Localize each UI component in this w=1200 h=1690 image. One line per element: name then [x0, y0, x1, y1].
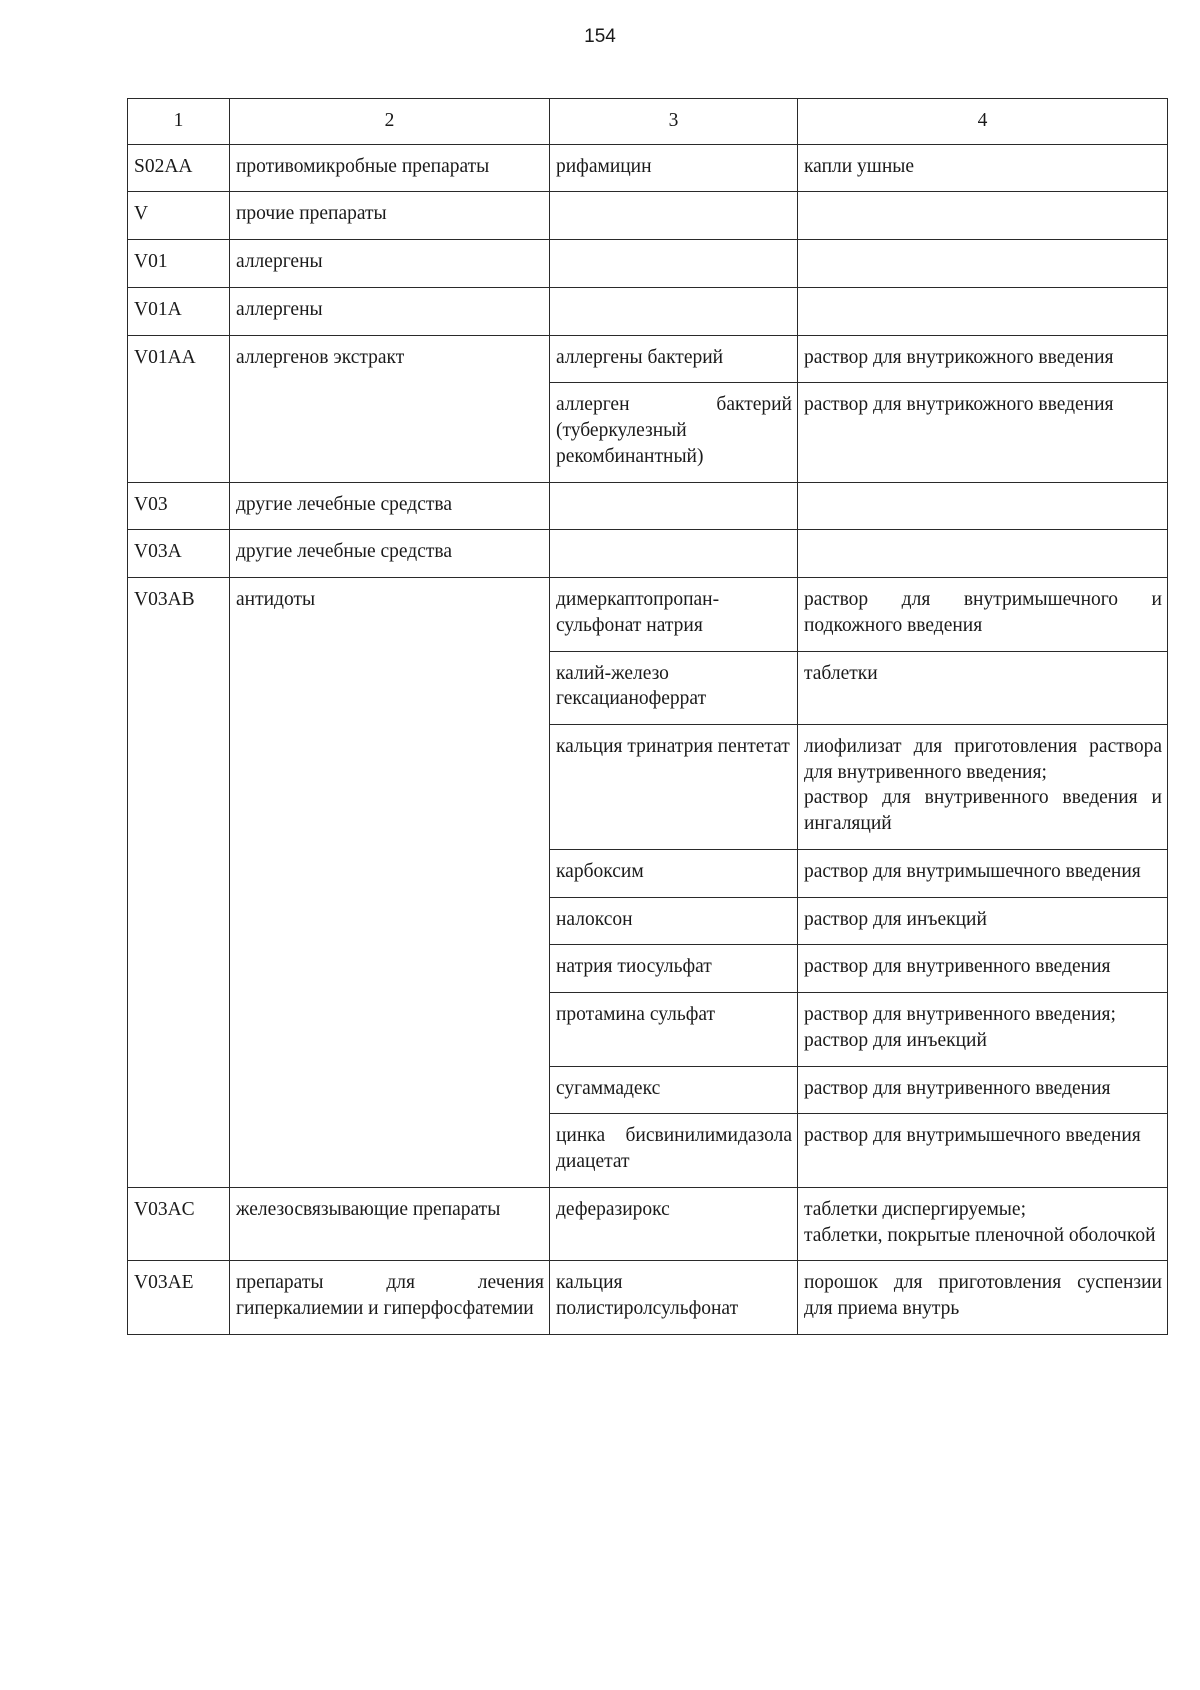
atc-code-cell: V03 [128, 482, 230, 530]
table-row [128, 482, 1168, 530]
table-header-row [128, 99, 1168, 145]
dosage-form-cell [798, 1261, 1168, 1334]
drug-name-cell: натрия тиосульфат [550, 945, 798, 993]
drug-name-cell [550, 482, 798, 530]
page-number: 154 [584, 26, 616, 47]
drug-name-cell: калий-железо гексацианоферрат [550, 651, 798, 724]
dosage-form-text: раствор для внутривенного введения [804, 1077, 1111, 1099]
drug-name-cell: димеркаптопропан-сульфонат натрия [550, 578, 798, 651]
dosage-form-cell [798, 993, 1168, 1066]
table-row [128, 335, 1168, 383]
dosage-form-text: раствор для внутрикожного введения [804, 346, 1114, 368]
dosage-form-cell [798, 383, 1168, 482]
dosage-form-cell [798, 1114, 1168, 1187]
drug-name-cell: сугаммадекс [550, 1066, 798, 1114]
drug-name-cell [550, 192, 798, 240]
drug-name-cell: протамина сульфат [550, 993, 798, 1066]
drug-name-cell: карбоксим [550, 849, 798, 897]
table-row [128, 144, 1168, 192]
drug-name-cell [550, 240, 798, 288]
atc-code-cell: S02AA [128, 144, 230, 192]
dosage-form-text: раствор для инъекций [804, 1029, 987, 1051]
dosage-form-text: порошок для приготовления суспензии для приема внутрь [804, 1272, 1162, 1320]
dosage-form-cell [798, 849, 1168, 897]
dosage-form-text: раствор для инъекций [804, 908, 987, 930]
atc-code-cell: V [128, 192, 230, 240]
dosage-form-cell [798, 1066, 1168, 1114]
dosage-form-cell [798, 287, 1168, 335]
drug-name-cell: кальция тринатрия пентетат [550, 725, 798, 850]
anatomical-group-cell: препараты для лечения гиперкалиемии и гиперфосфатемии [230, 1261, 550, 1334]
dosage-form-cell [798, 240, 1168, 288]
anatomical-group-cell: аллергенов экстракт [230, 335, 550, 482]
dosage-form-text: раствор для внутримышечного введения [804, 860, 1141, 882]
column-header: 4 [798, 99, 1168, 145]
dosage-form-text: раствор для внутримышечного и подкожного введения [804, 589, 1162, 636]
anatomical-group-cell: аллергены [230, 287, 550, 335]
column-header: 3 [550, 99, 798, 145]
drug-name-cell: налоксон [550, 897, 798, 945]
table-row [128, 1187, 1168, 1260]
drug-table [127, 98, 1168, 1335]
dosage-form-cell [798, 144, 1168, 192]
anatomical-group-cell: другие лечебные средства [230, 482, 550, 530]
dosage-form-cell [798, 192, 1168, 240]
drug-name-cell: аллергены бактерий [550, 335, 798, 383]
dosage-form-text: раствор для внутримышечного введения [804, 1125, 1141, 1147]
table-row [128, 578, 1168, 651]
table-row [128, 530, 1168, 578]
dosage-form-cell [798, 1187, 1168, 1260]
dosage-form-cell [798, 725, 1168, 850]
atc-code-cell: V03AB [128, 578, 230, 1188]
anatomical-group-cell: антидоты [230, 578, 550, 1188]
drug-name-cell [550, 287, 798, 335]
dosage-form-text: лиофилизат для приготовления раствора для внутривенного введения; [804, 736, 1162, 783]
column-header: 2 [230, 99, 550, 145]
atc-code-cell: V01A [128, 287, 230, 335]
drug-name-cell: цинка бисвинилимидазола диацетат [550, 1114, 798, 1187]
dosage-form-text: раствор для внутривенного введения [804, 956, 1111, 978]
dosage-form-cell [798, 651, 1168, 724]
drug-name-cell: кальция полистиролсульфонат [550, 1261, 798, 1334]
dosage-form-cell [798, 578, 1168, 651]
dosage-form-cell [798, 530, 1168, 578]
dosage-form-text: таблетки диспергируемые; [804, 1198, 1026, 1220]
anatomical-group-cell: другие лечебные средства [230, 530, 550, 578]
dosage-form-cell [798, 482, 1168, 530]
dosage-form-text: таблетки, покрытые пленочной оболочкой [804, 1224, 1156, 1246]
atc-code-cell: V03A [128, 530, 230, 578]
table-row [128, 287, 1168, 335]
drug-name-cell: рифамицин [550, 144, 798, 192]
dosage-form-text: таблетки [804, 662, 878, 684]
anatomical-group-cell: аллергены [230, 240, 550, 288]
dosage-form-text: раствор для внутривенного введения; [804, 1004, 1116, 1026]
atc-code-cell: V01 [128, 240, 230, 288]
dosage-form-text: раствор для внутривенного введения и ингаляций [804, 787, 1162, 835]
table-row [128, 240, 1168, 288]
column-header: 1 [128, 99, 230, 145]
dosage-form-text: капли ушные [804, 155, 915, 177]
table-row [128, 192, 1168, 240]
anatomical-group-cell: противомикробные препараты [230, 144, 550, 192]
drug-name-cell [550, 530, 798, 578]
drug-name-cell: аллерген бактерий (туберкулезный рекомбинантный) [550, 383, 798, 482]
anatomical-group-cell: прочие препараты [230, 192, 550, 240]
atc-code-cell: V03AE [128, 1261, 230, 1334]
table-body [128, 144, 1168, 1334]
dosage-form-cell [798, 897, 1168, 945]
dosage-form-text: раствор для внутрикожного введения [804, 394, 1114, 416]
drug-name-cell: деферазирокс [550, 1187, 798, 1260]
dosage-form-cell [798, 945, 1168, 993]
anatomical-group-cell: железосвязывающие препараты [230, 1187, 550, 1260]
atc-code-cell: V01AA [128, 335, 230, 482]
table-row [128, 1261, 1168, 1334]
atc-code-cell: V03AC [128, 1187, 230, 1260]
dosage-form-cell [798, 335, 1168, 383]
